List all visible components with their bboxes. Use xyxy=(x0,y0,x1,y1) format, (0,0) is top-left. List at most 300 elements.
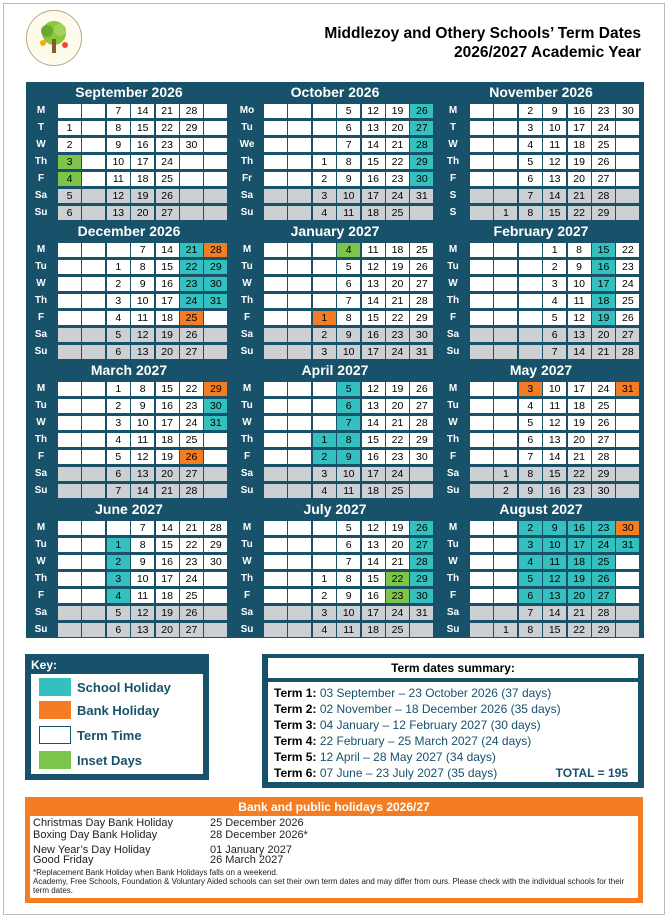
day-label: W xyxy=(242,417,252,428)
calendar-day xyxy=(204,189,227,203)
term-row xyxy=(274,702,561,716)
calendar-day-empty xyxy=(288,206,311,220)
calendar-day-empty xyxy=(288,484,311,498)
calendar-day: 8 xyxy=(337,572,360,586)
calendar-day: 31 xyxy=(616,538,639,552)
calendar-day: 17 xyxy=(568,382,591,396)
day-label: Su xyxy=(446,346,460,357)
calendar-day-empty xyxy=(519,328,542,342)
calendar-day: 24 xyxy=(616,277,639,291)
calendar-day: 17 xyxy=(568,121,591,135)
calendar-day-empty xyxy=(519,277,542,291)
day-label: F xyxy=(449,173,457,184)
calendar-day xyxy=(204,311,227,325)
term-row xyxy=(274,766,497,780)
calendar-day: 9 xyxy=(107,138,130,152)
calendar-day: 8 xyxy=(337,433,360,447)
title-line-2: 2026/2027 Academic Year xyxy=(453,44,641,61)
calendar-day-empty xyxy=(288,382,311,396)
holiday-name: New Year’s Day Holiday xyxy=(33,844,151,856)
calendar-day: 18 xyxy=(568,555,591,569)
day-label: M xyxy=(242,522,252,533)
calendar-day: 8 xyxy=(107,121,130,135)
calendar-day: 11 xyxy=(131,589,154,603)
calendar-day-empty xyxy=(82,311,105,325)
calendar-day xyxy=(58,104,81,118)
calendar-day: 29 xyxy=(592,206,615,220)
calendar-day: 20 xyxy=(568,589,591,603)
calendar-day: 26 xyxy=(592,572,615,586)
calendar-day-empty xyxy=(470,433,493,447)
calendar-day: 19 xyxy=(386,521,409,535)
calendar-day-empty xyxy=(264,538,287,552)
calendar-day-empty xyxy=(288,155,311,169)
calendar-day: 22 xyxy=(386,155,409,169)
calendar-day: 1 xyxy=(313,311,336,325)
term-dates: 04 January – 12 February 2027 (30 days) xyxy=(319,718,541,732)
calendar-day: 29 xyxy=(592,623,615,637)
calendar-day: 12 xyxy=(131,328,154,342)
calendar-day-empty xyxy=(494,294,517,308)
calendar-day: 23 xyxy=(180,277,203,291)
calendar-day: 5 xyxy=(519,572,542,586)
calendar-day-empty xyxy=(264,399,287,413)
calendar-day: 14 xyxy=(362,138,385,152)
holiday-date: 25 December 2026 xyxy=(210,817,304,829)
calendar-day xyxy=(313,521,336,535)
calendar-day-empty xyxy=(288,538,311,552)
day-label: F xyxy=(243,451,251,462)
calendar-day: 19 xyxy=(568,572,591,586)
calendar-day: 3 xyxy=(313,606,336,620)
calendar-day-empty xyxy=(470,623,493,637)
calendar-day: 2 xyxy=(519,521,542,535)
day-label: F xyxy=(449,590,457,601)
calendar-day xyxy=(180,155,203,169)
calendar-day: 3 xyxy=(519,121,542,135)
calendar-day-empty xyxy=(58,589,81,603)
calendar-day: 9 xyxy=(568,260,591,274)
month-name: January 2027 xyxy=(290,223,380,239)
calendar-day: 19 xyxy=(568,416,591,430)
calendar-day: 17 xyxy=(156,416,179,430)
calendar-day: 13 xyxy=(131,345,154,359)
calendar-day-empty xyxy=(58,382,81,396)
calendar-day: 14 xyxy=(543,450,566,464)
calendar-day: 24 xyxy=(386,345,409,359)
calendar-day xyxy=(82,138,105,152)
calendar-day: 6 xyxy=(107,467,130,481)
day-label: Su xyxy=(446,624,460,635)
calendar-day-empty xyxy=(58,277,81,291)
calendar-day: 17 xyxy=(568,538,591,552)
calendar-day: 27 xyxy=(410,277,433,291)
term-row xyxy=(274,734,531,748)
day-label: Sa xyxy=(240,468,254,479)
calendar-day-empty xyxy=(288,260,311,274)
calendar-day: 8 xyxy=(519,623,542,637)
calendar-day: 11 xyxy=(568,294,591,308)
school-holiday-swatch xyxy=(39,678,71,696)
calendar-day: 5 xyxy=(58,189,81,203)
calendar-day-empty xyxy=(82,450,105,464)
calendar-day: 2 xyxy=(494,484,517,498)
calendar-day-empty xyxy=(288,399,311,413)
calendar-day: 14 xyxy=(362,555,385,569)
calendar-day: 27 xyxy=(592,172,615,186)
calendar-day xyxy=(616,206,639,220)
day-label: Th xyxy=(240,156,254,167)
calendar-day: 30 xyxy=(592,484,615,498)
term-row xyxy=(274,686,551,700)
day-label: Sa xyxy=(34,468,48,479)
calendar-day-empty xyxy=(82,538,105,552)
calendar-day: 8 xyxy=(568,243,591,257)
calendar-day-empty xyxy=(58,555,81,569)
calendar-day: 20 xyxy=(156,345,179,359)
calendar-day-empty xyxy=(288,555,311,569)
day-label: W xyxy=(448,139,458,150)
day-label: Su xyxy=(34,624,48,635)
holiday-name: Good Friday xyxy=(33,854,94,866)
day-label: W xyxy=(242,278,252,289)
calendar-day: 28 xyxy=(410,294,433,308)
day-label: Sa xyxy=(34,190,48,201)
month-march-2027 xyxy=(26,360,232,499)
calendar-day: 2 xyxy=(58,138,81,152)
day-label: S xyxy=(449,207,457,218)
calendar-day xyxy=(313,538,336,552)
calendar-day: 6 xyxy=(519,589,542,603)
calendar-day: 10 xyxy=(131,294,154,308)
term-label: Term 3: xyxy=(274,718,317,732)
calendar-day: 22 xyxy=(180,538,203,552)
calendar-day-empty xyxy=(82,555,105,569)
day-label: M xyxy=(36,105,46,116)
holiday-date: 26 March 2027 xyxy=(210,854,284,866)
calendar-day: 25 xyxy=(156,172,179,186)
calendar-day: 28 xyxy=(204,521,227,535)
calendar-day: 26 xyxy=(180,450,203,464)
calendar-day: 11 xyxy=(107,172,130,186)
calendar-day-empty xyxy=(494,243,517,257)
calendar-day: 29 xyxy=(410,433,433,447)
calendar-day: 11 xyxy=(337,484,360,498)
calendar-day: 2 xyxy=(313,328,336,342)
calendar-day-empty xyxy=(470,121,493,135)
calendar-day: 27 xyxy=(616,328,639,342)
month-october-2026 xyxy=(232,82,438,221)
calendar-day-empty xyxy=(82,606,105,620)
calendar-day-empty xyxy=(264,104,287,118)
day-label: Tu xyxy=(447,539,459,550)
month-july-2027 xyxy=(232,499,438,638)
key-body xyxy=(31,674,203,774)
calendar-day: 23 xyxy=(386,172,409,186)
calendar-day: 15 xyxy=(362,433,385,447)
calendar-day-empty xyxy=(82,521,105,535)
calendar-day xyxy=(494,189,517,203)
calendar-day xyxy=(494,555,517,569)
calendar-day-empty xyxy=(288,243,311,257)
calendar-day: 19 xyxy=(156,450,179,464)
calendar-day: 6 xyxy=(337,399,360,413)
calendar-day xyxy=(494,399,517,413)
calendar-day: 8 xyxy=(519,467,542,481)
calendar-day xyxy=(204,467,227,481)
day-label: W xyxy=(36,278,46,289)
calendar-day: 7 xyxy=(543,345,566,359)
calendar-day: 20 xyxy=(386,121,409,135)
calendar-day-empty xyxy=(264,260,287,274)
calendar-day: 24 xyxy=(592,382,615,396)
calendar-day: 7 xyxy=(519,450,542,464)
calendar-day-empty xyxy=(58,260,81,274)
calendar-day-empty xyxy=(470,104,493,118)
term-dates: 22 February – 25 March 2027 (24 days) xyxy=(319,734,532,748)
calendar-day-empty xyxy=(470,328,493,342)
month-may-2027 xyxy=(438,360,644,499)
summary-body xyxy=(268,682,638,782)
calendar-day: 6 xyxy=(337,277,360,291)
calendar-day: 7 xyxy=(107,484,130,498)
calendar-day-empty xyxy=(470,382,493,396)
calendar-day: 26 xyxy=(180,606,203,620)
day-label: W xyxy=(448,417,458,428)
calendar-day xyxy=(204,138,227,152)
calendar-day: 21 xyxy=(386,416,409,430)
calendar-day: 12 xyxy=(107,189,130,203)
calendar-day: 8 xyxy=(337,155,360,169)
month-december-2026 xyxy=(26,221,232,360)
calendar-day xyxy=(616,606,639,620)
day-label: T xyxy=(37,122,45,133)
calendar-day: 20 xyxy=(156,623,179,637)
calendar-day: 18 xyxy=(156,433,179,447)
calendar-day xyxy=(180,172,203,186)
day-label: M xyxy=(36,383,46,394)
calendar-day: 27 xyxy=(410,121,433,135)
calendar-day: 22 xyxy=(180,260,203,274)
calendar-day: 16 xyxy=(156,555,179,569)
calendar-day: 10 xyxy=(337,467,360,481)
day-label: F xyxy=(449,312,457,323)
calendar-day: 24 xyxy=(592,121,615,135)
calendar-day-empty xyxy=(288,172,311,186)
calendar-day-empty xyxy=(58,311,81,325)
calendar-day-empty xyxy=(82,260,105,274)
calendar-day: 14 xyxy=(543,606,566,620)
calendar-day-empty xyxy=(264,572,287,586)
calendar-day xyxy=(494,416,517,430)
calendar-day: 11 xyxy=(131,433,154,447)
calendar-day-empty xyxy=(82,484,105,498)
calendar-day: 25 xyxy=(386,623,409,637)
calendar-day-empty xyxy=(519,243,542,257)
calendar-day: 15 xyxy=(362,155,385,169)
calendar-day: 26 xyxy=(410,521,433,535)
calendar-day xyxy=(313,555,336,569)
calendar-day: 4 xyxy=(107,589,130,603)
calendar-day: 25 xyxy=(180,311,203,325)
calendar-day-empty xyxy=(264,172,287,186)
day-label: Tu xyxy=(241,261,253,272)
calendar-day xyxy=(616,155,639,169)
calendar-day: 8 xyxy=(131,382,154,396)
calendar-day: 21 xyxy=(156,484,179,498)
calendar-day-empty xyxy=(264,433,287,447)
calendar-day: 4 xyxy=(337,243,360,257)
day-label: Sa xyxy=(240,190,254,201)
day-label: Tu xyxy=(241,539,253,550)
month-name: March 2027 xyxy=(90,362,168,378)
calendar-day: 11 xyxy=(543,555,566,569)
calendar-day: 19 xyxy=(156,328,179,342)
calendar-day: 1 xyxy=(313,155,336,169)
calendar-day: 23 xyxy=(386,450,409,464)
calendar-day xyxy=(107,243,130,257)
calendar-day-empty xyxy=(264,243,287,257)
calendar-day: 22 xyxy=(568,467,591,481)
calendar-day-empty xyxy=(264,155,287,169)
day-label: F xyxy=(449,451,457,462)
calendar-day-empty xyxy=(264,121,287,135)
calendar-day xyxy=(494,433,517,447)
calendar-day-empty xyxy=(58,623,81,637)
calendar-day: 28 xyxy=(410,416,433,430)
day-label: Tu xyxy=(241,400,253,411)
calendar-day-empty xyxy=(470,538,493,552)
calendar-day: 5 xyxy=(337,521,360,535)
day-label: F xyxy=(37,312,45,323)
calendar-day: 22 xyxy=(616,243,639,257)
calendar-day: 9 xyxy=(337,328,360,342)
day-label: F xyxy=(37,173,45,184)
calendar-day: 31 xyxy=(410,345,433,359)
calendar-day: 30 xyxy=(410,172,433,186)
total-days: TOTAL = 195 xyxy=(555,766,628,780)
calendar-day: 14 xyxy=(131,104,154,118)
key-label: Term Time xyxy=(77,728,142,743)
day-label: Th xyxy=(240,573,254,584)
calendar-day-empty xyxy=(470,521,493,535)
calendar-day: 25 xyxy=(386,484,409,498)
calendar-day xyxy=(616,589,639,603)
calendar-day: 1 xyxy=(494,467,517,481)
calendar-day xyxy=(82,121,105,135)
summary-title: Term dates summary: xyxy=(268,658,638,678)
calendar-day: 14 xyxy=(543,189,566,203)
month-november-2026 xyxy=(438,82,644,221)
calendar-day: 13 xyxy=(568,328,591,342)
month-name: September 2026 xyxy=(75,84,183,100)
day-label: Tu xyxy=(35,539,47,550)
day-label: M xyxy=(448,244,458,255)
calendar-day: 26 xyxy=(410,260,433,274)
calendar-day-empty xyxy=(519,345,542,359)
calendar-day-empty xyxy=(58,399,81,413)
calendar-day: 7 xyxy=(337,294,360,308)
calendar-day xyxy=(410,467,433,481)
calendar-day: 31 xyxy=(616,382,639,396)
calendar-day: 13 xyxy=(543,589,566,603)
calendar-day-empty xyxy=(264,311,287,325)
calendar-day xyxy=(313,138,336,152)
calendar-day: 8 xyxy=(519,206,542,220)
bank-holidays-panel xyxy=(25,797,643,903)
calendar-day: 6 xyxy=(519,172,542,186)
calendar-day: 12 xyxy=(362,260,385,274)
calendar-day: 23 xyxy=(180,555,203,569)
calendar-day: 5 xyxy=(519,155,542,169)
calendar-day: 2 xyxy=(313,172,336,186)
calendar-day: 9 xyxy=(131,399,154,413)
calendar-day-empty xyxy=(82,399,105,413)
calendar-day-empty xyxy=(264,277,287,291)
term-label: Term 4: xyxy=(274,734,317,748)
day-label: Th xyxy=(240,295,254,306)
calendar-day: 4 xyxy=(519,399,542,413)
calendar-day-empty xyxy=(288,138,311,152)
calendar-day-empty xyxy=(82,294,105,308)
calendar-day: 16 xyxy=(362,450,385,464)
calendar-day-empty xyxy=(494,345,517,359)
calendar-day-empty xyxy=(82,572,105,586)
calendar-day: 25 xyxy=(592,399,615,413)
calendar-day: 10 xyxy=(337,345,360,359)
calendar-day: 6 xyxy=(543,328,566,342)
calendar-day: 2 xyxy=(107,555,130,569)
calendar-day: 11 xyxy=(543,399,566,413)
calendar-day: 12 xyxy=(543,155,566,169)
calendar-day: 13 xyxy=(131,467,154,481)
calendar-day: 7 xyxy=(337,555,360,569)
calendar-day xyxy=(204,328,227,342)
footnote: Academy, Free Schools, Foundation & Voluntary Aided schools can set their own term dates and may differ from ours. Please check with the individual schools for their term dates. xyxy=(33,877,625,895)
day-label: Sa xyxy=(446,468,460,479)
calendar-day: 24 xyxy=(386,189,409,203)
calendar-day: 21 xyxy=(386,555,409,569)
calendar-day-empty xyxy=(288,277,311,291)
calendar-day: 21 xyxy=(180,243,203,257)
term-label: Term 6: xyxy=(274,766,317,780)
calendar-day-empty xyxy=(288,345,311,359)
calendar-day: 12 xyxy=(362,104,385,118)
calendar-day-empty xyxy=(288,328,311,342)
term-row xyxy=(274,750,496,764)
calendar-day: 15 xyxy=(592,243,615,257)
day-label: Su xyxy=(34,346,48,357)
calendar-day: 31 xyxy=(410,189,433,203)
calendar-day: 3 xyxy=(107,416,130,430)
calendar-grid xyxy=(26,82,644,638)
calendar-day: 23 xyxy=(386,589,409,603)
calendar-day: 18 xyxy=(568,138,591,152)
calendar-day xyxy=(204,623,227,637)
calendar-day: 17 xyxy=(131,155,154,169)
calendar-day: 1 xyxy=(58,121,81,135)
calendar-day: 14 xyxy=(156,243,179,257)
term-row xyxy=(274,718,541,732)
calendar-day: 11 xyxy=(362,243,385,257)
month-name: February 2027 xyxy=(493,223,589,239)
day-label: Th xyxy=(240,434,254,445)
calendar-day-empty xyxy=(288,606,311,620)
calendar-day: 16 xyxy=(131,138,154,152)
calendar-day: 14 xyxy=(131,484,154,498)
calendar-day: 21 xyxy=(568,450,591,464)
calendar-day: 30 xyxy=(616,521,639,535)
